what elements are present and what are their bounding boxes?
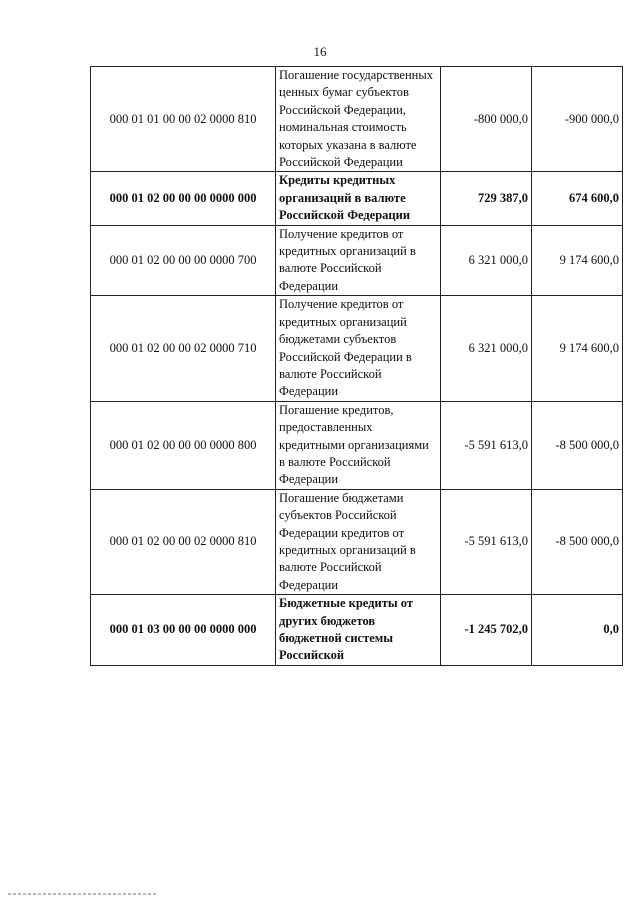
amount-year2-cell: 9 174 600,0: [532, 296, 623, 401]
budget-code-cell: 000 01 01 00 00 02 0000 810: [91, 67, 276, 172]
amount-year2-cell: -8 500 000,0: [532, 401, 623, 489]
amount-year2-cell: 674 600,0: [532, 172, 623, 225]
table-row: [91, 67, 623, 172]
budget-code-cell: 000 01 03 00 00 00 0000 000: [91, 595, 276, 666]
table-row: [91, 172, 623, 225]
budget-code-cell: 000 01 02 00 00 00 0000 800: [91, 401, 276, 489]
budget-code-cell: 000 01 02 00 00 02 0000 710: [91, 296, 276, 401]
amount-year2-cell: 9 174 600,0: [532, 225, 623, 296]
amount-year2-cell: 0,0: [532, 595, 623, 666]
description-cell: Получение кредитов от кредитных организаций в валюте Российской Федерации: [276, 225, 441, 296]
table-row: [91, 401, 623, 489]
table-row: [91, 225, 623, 296]
description-cell: Кредиты кредитных организаций в валюте Российской Федерации: [276, 172, 441, 225]
amount-year2-cell: -900 000,0: [532, 67, 623, 172]
amount-year1-cell: 6 321 000,0: [441, 296, 532, 401]
table-row: [91, 296, 623, 401]
description-cell: Погашение бюджетами субъектов Российской Федерации кредитов от кредитных организаций в валюте Российской Федерации: [276, 489, 441, 594]
amount-year1-cell: -800 000,0: [441, 67, 532, 172]
scan-artifact-line: [8, 893, 158, 895]
table-row: [91, 595, 623, 666]
amount-year1-cell: -5 591 613,0: [441, 401, 532, 489]
amount-year1-cell: -5 591 613,0: [441, 489, 532, 594]
amount-year1-cell: -1 245 702,0: [441, 595, 532, 666]
description-cell: Погашение кредитов, предоставленных кредитными организациями в валюте Российской Федерации: [276, 401, 441, 489]
amount-year1-cell: 6 321 000,0: [441, 225, 532, 296]
amount-year2-cell: -8 500 000,0: [532, 489, 623, 594]
budget-sources-table: [90, 66, 623, 666]
page-number: 16: [313, 44, 327, 59]
amount-year1-cell: 729 387,0: [441, 172, 532, 225]
table-row: [91, 489, 623, 594]
description-cell: Получение кредитов от кредитных организаций бюджетами субъектов Российской Федерации в валюте Российской Федерации: [276, 296, 441, 401]
description-cell: Погашение государственных ценных бумаг субъектов Российской Федерации, номинальная стоимость которых указана в валюте Российской Федерации: [276, 67, 441, 172]
budget-code-cell: 000 01 02 00 00 02 0000 810: [91, 489, 276, 594]
budget-code-cell: 000 01 02 00 00 00 0000 700: [91, 225, 276, 296]
description-cell: Бюджетные кредиты от других бюджетов бюджетной системы Российской: [276, 595, 441, 666]
budget-code-cell: 000 01 02 00 00 00 0000 000: [91, 172, 276, 225]
